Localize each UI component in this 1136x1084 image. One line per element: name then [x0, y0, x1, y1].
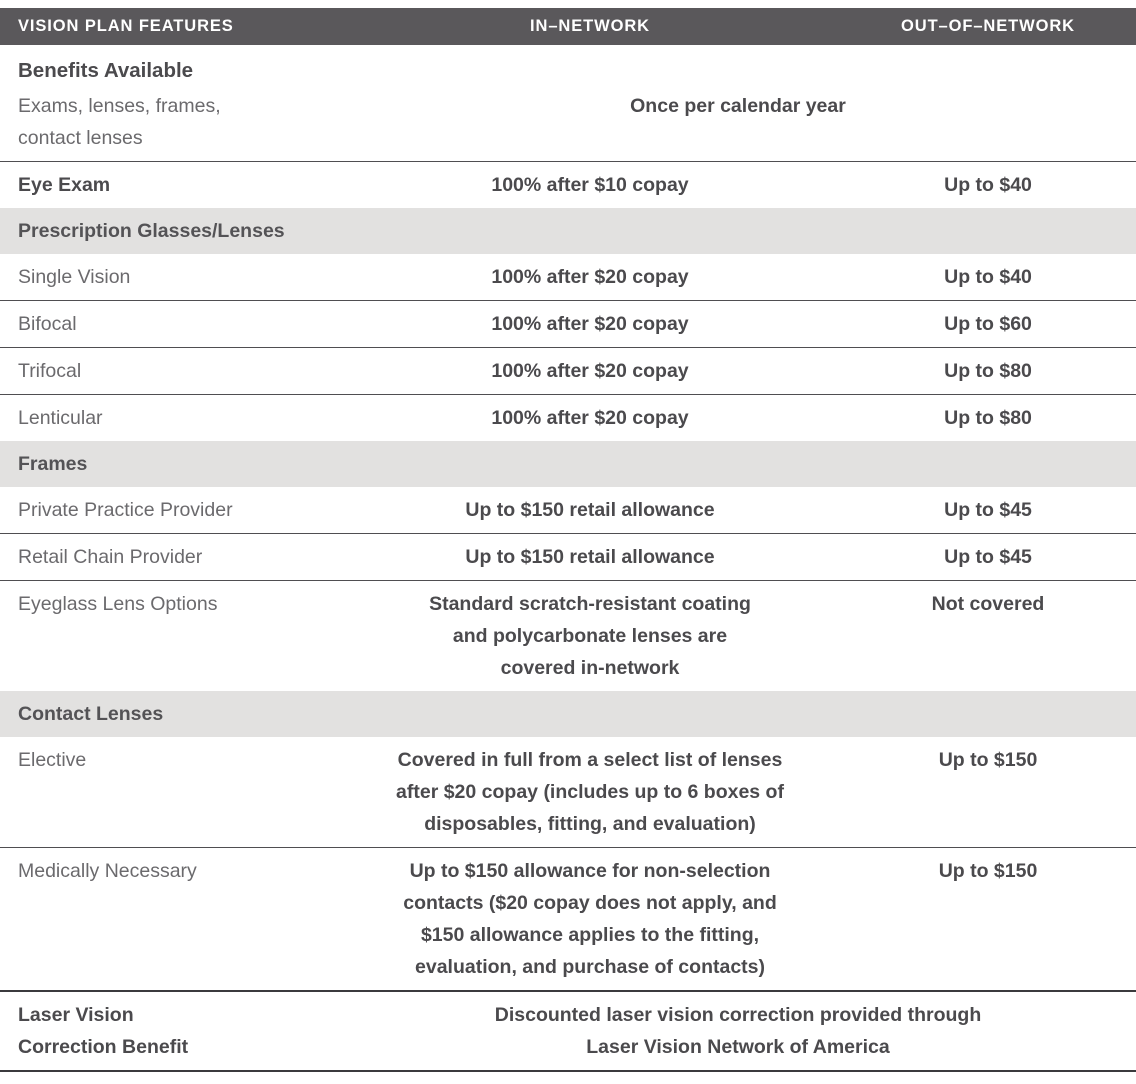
section-row [0, 441, 1136, 487]
value-line: 100% after $20 copay [491, 407, 689, 429]
table-row [0, 301, 1136, 348]
table-header-row [0, 8, 1136, 45]
feature-line: Trifocal [18, 360, 82, 382]
table-row [0, 581, 1136, 691]
value-line: Discounted laser vision correction provided through [494, 1004, 982, 1026]
feature-cell [0, 588, 340, 620]
value-line: evaluation, and purchase of contacts) [415, 956, 765, 978]
column-header-out-of-network: OUT–OF–NETWORK [901, 17, 1075, 35]
table-row [0, 162, 1136, 208]
table-row [0, 395, 1136, 441]
out-of-network-cell [840, 402, 1136, 434]
table-row [0, 737, 1136, 848]
feature-cell [0, 169, 340, 201]
vision-table-body [0, 45, 1136, 1072]
feature-cell [0, 261, 340, 293]
value-line: Not covered [931, 593, 1045, 615]
feature-cell [0, 355, 340, 387]
section-label: Frames [18, 453, 88, 475]
feature-line: Correction Benefit [18, 1036, 189, 1058]
out-of-network-cell [840, 494, 1136, 526]
in-network-cell [340, 169, 840, 201]
feature-line: Eyeglass Lens Options [18, 593, 218, 615]
in-network-cell [340, 402, 840, 434]
value-line: Up to $45 [944, 546, 1032, 568]
value-line: Up to $150 allowance for non-selection [409, 860, 771, 882]
value-line: Up to $150 retail allowance [465, 499, 715, 521]
feature-line: Exams, lenses, frames, [18, 95, 221, 117]
feature-cell [0, 999, 340, 1063]
value-line: Standard scratch-resistant coating [429, 593, 751, 615]
section-row [0, 691, 1136, 737]
feature-line: contact lenses [18, 127, 143, 149]
value-line: and polycarbonate lenses are [452, 625, 728, 647]
value-line: covered in-network [500, 657, 680, 679]
value-line: 100% after $20 copay [491, 360, 689, 382]
in-network-cell [340, 355, 840, 387]
feature-line: Laser Vision [18, 1004, 134, 1026]
feature-cell [0, 855, 340, 887]
value-line: 100% after $20 copay [491, 266, 689, 288]
value-line: contacts ($20 copay does not apply, and [403, 892, 777, 914]
value-line: Up to $80 [944, 407, 1032, 429]
feature-line: Eye Exam [18, 174, 111, 196]
merged-value-cell [340, 999, 1136, 1063]
table-row [0, 487, 1136, 534]
value-line: after $20 copay (includes up to 6 boxes of [396, 781, 784, 803]
out-of-network-cell [840, 541, 1136, 573]
feature-cell [0, 744, 340, 776]
in-network-cell [340, 308, 840, 340]
table-row [0, 992, 1136, 1072]
out-of-network-cell [840, 308, 1136, 340]
feature-line: Bifocal [18, 313, 77, 335]
table-row [0, 848, 1136, 992]
feature-line: Benefits Available [18, 59, 194, 82]
table-row [0, 45, 1136, 162]
feature-cell [0, 494, 340, 526]
in-network-cell [340, 541, 840, 573]
value-line: disposables, fitting, and evaluation) [424, 813, 756, 835]
feature-line: Elective [18, 749, 87, 771]
out-of-network-cell [840, 355, 1136, 387]
value-line: Up to $45 [944, 499, 1032, 521]
out-of-network-cell [840, 855, 1136, 887]
value-line: Up to $150 retail allowance [465, 546, 715, 568]
in-network-cell [340, 855, 840, 983]
column-header-vision-plan-features: VISION PLAN FEATURES [18, 17, 234, 35]
table-row [0, 534, 1136, 581]
table-row [0, 254, 1136, 301]
table-row [0, 348, 1136, 395]
value-line: Once per calendar year [630, 95, 846, 117]
feature-line: Single Vision [18, 266, 131, 288]
out-of-network-cell [840, 261, 1136, 293]
column-header-in-network: IN–NETWORK [530, 17, 650, 35]
value-line: 100% after $10 copay [491, 174, 689, 196]
value-line: Up to $80 [944, 360, 1032, 382]
feature-line: Retail Chain Provider [18, 546, 203, 568]
feature-cell [0, 308, 340, 340]
value-line: Up to $150 [938, 860, 1038, 882]
value-line: Up to $40 [944, 174, 1032, 196]
section-label: Contact Lenses [18, 703, 164, 725]
feature-cell [0, 52, 340, 154]
feature-line: Medically Necessary [18, 860, 197, 882]
in-network-cell [340, 744, 840, 840]
out-of-network-cell [840, 744, 1136, 776]
value-line: 100% after $20 copay [491, 313, 689, 335]
feature-cell [0, 402, 340, 434]
value-line: Covered in full from a select list of lenses [397, 749, 783, 771]
out-of-network-cell [840, 169, 1136, 201]
value-line: Up to $150 [938, 749, 1038, 771]
value-line: Up to $40 [944, 266, 1032, 288]
value-line: Laser Vision Network of America [586, 1036, 890, 1058]
value-line: $150 allowance applies to the fitting, [420, 924, 760, 946]
in-network-cell [340, 261, 840, 293]
merged-value-cell [340, 90, 1136, 122]
in-network-cell [340, 588, 840, 684]
value-line: Up to $60 [944, 313, 1032, 335]
in-network-cell [340, 494, 840, 526]
feature-cell [0, 541, 340, 573]
out-of-network-cell [840, 588, 1136, 620]
section-label: Prescription Glasses/Lenses [18, 220, 285, 242]
feature-line: Lenticular [18, 407, 103, 429]
feature-line: Private Practice Provider [18, 499, 233, 521]
section-row [0, 208, 1136, 254]
